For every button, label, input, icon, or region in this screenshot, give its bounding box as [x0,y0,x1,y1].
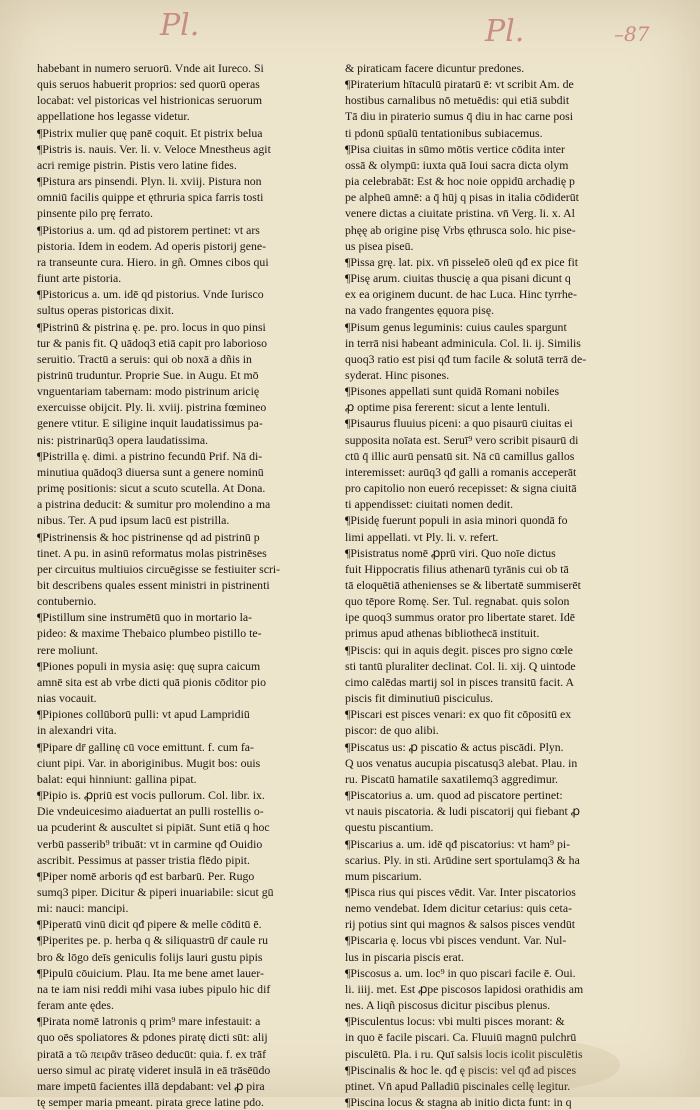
text-line: quo oēs spoliatores & pdones piratę dicti sūt: alij [37,1030,268,1045]
text-line: quo tēpore Romę. Ser. Tul. regnabat. quis solon [345,594,570,609]
text-line: ¶Pistrix mulier quę panē coquit. Et pistrix belua [37,125,263,140]
text-line: tinet. A pu. in asinū reformatus molas pistrinēses [37,545,267,560]
text-line: ipe quoq3 summus orator pro libertate staret. Idē [345,610,575,625]
text-line: primus apud athenas bibliothecā instituit. [345,626,540,641]
text-line: us pisea piseū. [345,238,414,253]
text-line: ¶Piscarius a. um. idē qđ piscatorius: vt ham⁹ pi- [345,836,571,851]
text-line: ¶Piscari est pisces venari: ex quo fit cōpositū ex [345,707,572,722]
text-line: na te iam nisi reddi mihi vasa iubes pipulo hic dif [37,981,271,996]
text-line: pistoria. Idem in eodem. Ad operis pistorij gene- [37,238,267,253]
text-line: feram ante ędes. [37,998,114,1013]
text-line: hostibus carnalibus nō metuēdis: qui etiā subdit [345,93,570,108]
text-line: ¶Piper nomē arboris qđ est barbarū. Per. Rugo [37,868,255,883]
text-line: rij potius sint qui magnos & salsos pisces vendūt [345,917,576,932]
text-line: ¶Piscis: qui in aquis degit. pisces pro signo cœle [345,642,573,657]
text-line: genere vtitur. E siligine inquit laudatissimus pa- [37,416,263,431]
text-line: acri remige pistrin. Pistis vero latine fides. [37,157,237,172]
text-line: limi appellati. vt Ply. li. v. refert. [345,529,499,544]
text-line: ¶Pipiones collūborū pulli: vt apud Lampridiū [37,707,250,722]
text-line: bro & lōgo deīs geniculis folijs lauri gustu pipis [37,949,263,964]
text-line: pinsente pilo prę ferrato. [37,206,153,221]
text-line: in alexandri vita. [37,723,117,738]
text-line: piscis fit diminutiuū pisciculus. [345,691,494,706]
text-line: ptinet. Vn̄ apud Palladiū piscinales cellę legitur. [345,1078,571,1093]
text-line: ¶Pistillum sine instrumētū quo in mortario la- [37,610,253,625]
text-line: sumq3 piper. Dicitur & piperi inuariabile: sicut gū [37,884,274,899]
text-line: exercuisse obijcit. Ply. li. xviij. pistrina fœmineo [37,400,267,415]
text-line: bit describens quales essent ministri in pistrinenti [37,578,270,592]
text-line: ¶Pirata nomē latronis q prim⁹ mare infestauit: a [37,1014,261,1029]
text-line: vt nauis piscatoria. & ludi piscatorij qui fiebant ꝓ [345,804,580,819]
text-line: fuit Hippocratis filius athenarū tyrānis cui ob tā [345,561,569,576]
text-line: ex ea originem ducunt. de hac Luca. Hinc tyrrhe- [345,287,577,302]
text-line: pistrinū truduntur. Proprie Sue. in Augu. Et mō [37,367,259,382]
text-line: venere dictas a ciuitate pristina. vn̄ Verg. li. x. Al [345,206,575,221]
text-line: sultus operas pistoricas dixit. [37,303,174,318]
text-line: piratā a τῶ πειρᾶν trāseo deducūt: quia. f. ex trāf [37,1046,267,1061]
text-line: ¶Pipio is. ꝓpriū est vocis pullorum. Col. libr. ix. [37,788,265,803]
text-line: ti pdonū spūalū tentationibus subiacemus. [345,125,543,140]
right-text-column [345,60,635,1109]
text-line: mi: nauci: mancipi. [37,901,129,916]
text-line: na vado frangentes ęquora pisę. [345,303,495,318]
handwritten-mark-right: Pl. [485,14,525,49]
text-line: ¶Piraterium hītaculū piratarū ē: vt scribit Am. de [345,77,574,92]
text-line: fiunt arte pistoria. [37,271,122,286]
text-line: & piraticam facere dicuntur predones. [345,61,525,75]
text-line: ¶Piscinalis & hoc le. qđ ę piscis: vel qđ ad pisces [345,1062,577,1077]
text-line: pe alpheū amnē: a q̄ hūj q pisas in italia cōdiderūt [345,190,579,205]
text-line: ¶Piscatorius a. um. quod ad piscatore pertinet: [345,788,563,803]
text-line: phęę ab origine pisę Vrbs ęthrusca solo. hic pise- [345,222,576,237]
text-line: ¶Pisones appellati sunt quidā Romani nobiles [345,384,560,399]
text-line: ti appendisset: ciuitati nomen dedit. [345,497,514,512]
text-line: nemo vendebat. Idem dicitur cetarius: quis ceta- [345,901,573,916]
text-line: ¶Pisistratus nomē ꝓprū viri. Quo noīe dictus [345,545,556,560]
text-line: ¶Piscosus a. um. loc⁹ in quo piscari facile ē. Oui. [345,965,576,980]
text-line: scarius. Ply. in sti. Arūdine sert sportulamq3 & ha [345,852,580,867]
text-line: tur & panis fit. Q uādoq3 etiā capit pro laborioso [37,335,267,350]
text-line: ¶Pisę arum. ciuitas thuscię a qua pisani dicunt q [345,271,571,286]
text-line: uerso simul ac piratę videret insulā in eā trāsēūdo [37,1062,271,1077]
text-line: supposita noīata est. Seruī⁹ vero scribit pisaurū di [345,432,579,447]
text-line: ¶Pistrilla ę. dimi. a pistrino fecundū Prif. Nā di- [37,448,263,463]
text-line: ¶Pissa grę. lat. pix. vn̄ pisseleō oleū qđ ex pice fit [345,254,579,269]
text-line: ¶Pisca rius qui pisces vēdit. Var. Inter piscatorios [345,884,576,899]
text-line: nis: pistrinarūq3 opera laudatissima. [37,432,209,447]
text-line: ¶Piscatus us: ꝓ piscatio & actus piscādi. Plyn. [345,739,564,754]
text-line: questu piscantium. [345,820,434,835]
text-line: lus in piscaria piscis erat. [345,949,464,964]
text-line: Q uos venatus aucupia piscatusq3 alebat. Plau. in [345,755,578,770]
text-line: balat: equi hinniunt: gallina pipat. [37,771,197,786]
text-line: ¶Piperatū vinū dicit qđ pipere & melle cōditū ē. [37,917,262,932]
text-line: vnguentariam tabernam: modo pistrinum aricię [37,384,260,399]
text-line: amnē sita est ab vrbe dicti quā pionis cōditor pio [37,674,267,689]
text-line: verbū passerib⁹ tribuāt: vt in carmine qđ Ouidio [37,836,263,851]
text-line: nibus. Ter. A pud ipsum lacū est pistrilla. [37,513,230,528]
text-line: in quo ē facile piscari. Ca. Fluuiū magnū pulchrū [345,1030,577,1045]
text-line: ¶Piscina locus & stagna ab initio dicta funt: in q [345,1095,572,1109]
text-line: ¶Pistorius a. um. qd ad pistorem pertinet: vt ars [37,222,260,237]
text-line: ¶Pistris is. nauis. Ver. li. v. Veloce Mnestheus agit [37,141,271,156]
text-line: Tā diu in piraterio sumus q̄ diu in hac carne posi [345,109,574,124]
text-line: pia celebrabāt: Est & hoc noie oppidū archadię p [345,174,575,189]
text-line: rere moliunt. [37,642,98,657]
text-line: a pistrina deducit: & sumitur pro molendino a ma [37,497,271,512]
left-text-column [37,60,327,1109]
text-line: nes. A liqñ piscosus dicitur piscibus plenus. [345,998,551,1013]
text-line: ¶Pipare dr̄ gallinę cū voce emittunt. f. cum fa- [37,739,254,754]
text-line: nias vocauit. [37,691,97,706]
text-line: primę positionis: sicut a scuto scutella. At Dona. [37,481,266,496]
text-line: ꝓ optime pisa fererent: sicut a lente lentuli. [345,400,551,415]
text-line: ossā & olympū: iuxta quā Ioui sacra dicta olym [345,157,569,172]
text-line: pro capitolio non eueró recepisset: & signa ciuitā [345,481,577,496]
text-line: quis seruos habuerit proprios: sed quorū operas [37,77,260,92]
text-line: ctū q̄ illic aurū pensatū sit. Nā cū camillus gallos [345,448,575,463]
text-line: syderat. Hinc pisones. [345,367,450,382]
text-line: contubernio. [37,594,97,609]
text-line: pideo: & maxime Thebaico plumbeo pistillo te- [37,626,262,641]
text-line: mare impetū facientes illā depdabant: vel ꝓ pira [37,1078,265,1093]
text-line: tę semper maria pmeant. pirata grece latine pdo. [37,1095,264,1109]
text-line: habebant in numero seruorū. Vnde ait Iureco. Si [37,61,264,75]
text-line: quoq3 ratio est pisi qđ tum facile & solutā terrā de- [345,351,587,366]
text-line: interemisset: aurūq3 qđ galli a romanis acceperāt [345,464,577,479]
folio-number: –87 [614,22,650,46]
text-line: piscor: de quo alibi. [345,723,439,738]
text-line: ¶Pistoricus a. um. idē qd pistorius. Vnde Iurisco [37,287,264,302]
text-line: tā eloquētiā athenienses se & libertatē summiserēt [345,578,581,592]
text-line: locabat: vel pistoricas vel histrionicas seruorum [37,93,263,108]
text-line: ¶Pisidę fuerunt populi in asia minori quondā fo [345,513,568,528]
text-line: ¶Piones populi in mysia asię: quę supra caicum [37,658,261,673]
text-line: Die vndeuicesimo aiaduertat an pulli rostellis o- [37,804,264,819]
text-line: ¶Pisculentus locus: vbi multi pisces morant: & [345,1014,565,1029]
text-line: ¶Pistrinensis & hoc pistrinense qd ad pistrinū p [37,529,260,544]
text-line: ciunt pipi. Var. in aboriginibus. Mugit bos: ouis [37,755,261,770]
text-line: minutiua quādoq3 diuersa sunt a genere nominū [37,464,264,479]
text-line: ¶Pipulū cōuicium. Plau. Ita me bene amet lauer- [37,965,264,980]
handwritten-mark-left: Pl. [160,8,200,43]
text-line: ua pcuderint & auscultet si pipiāt. Sunt etiā q hoc [37,820,270,835]
text-line: li. iiij. met. Est ꝓpe piscosos lapidosi orathidis am [345,981,584,996]
text-line: in terrā nisi habeant adminicula. Col. li. ij. Similis [345,335,581,350]
text-line: ¶Pistura ars pinsendi. Plyn. li. xviij. Pistura non [37,174,262,189]
text-line: ¶Pisaurus fluuius piceni: a quo pisaurū ciuitas ei [345,416,573,431]
text-line: appellatione hos legasse videtur. [37,109,190,124]
text-line: ¶Pisa ciuitas in sūmo mōtis vertice cōdita inter [345,141,565,156]
text-line: ¶Pistrinū & pistrina ę. pe. pro. locus in quo pinsi [37,319,266,334]
text-line: ru. Piscatū hamatile saxatilemq3 aggredimur. [345,771,558,786]
paper-stain [460,1040,620,1090]
text-line: sti tantū pluraliter declinat. Col. li. xij. Q uintode [345,658,576,673]
text-line: omniū facilis quippe et ęthruria spica farris tosti [37,190,264,205]
text-line: ra transeunte cura. Hiero. in gñ. Omnes cibos qui [37,254,269,269]
text-line: pisculētū. Pla. i ru. Quī salsis locis icolit pisculētis [345,1046,583,1061]
text-line: per circuitus multiuios circuēgisse se festiuiter scri- [37,561,281,576]
text-line: ¶Piperites pe. p. herba q & siliquastrū dr̄ caule ru [37,933,269,948]
text-line: ¶Piscaria ę. locus vbi pisces vendunt. Var. Nul- [345,933,567,948]
text-line: ascribit. Pessimus at passer tristia flēdo pipit. [37,852,250,867]
text-line: seruitio. Tractū a seruis: qui ob noxā a dñis in [37,351,252,366]
text-line: mum piscarium. [345,868,422,883]
text-line: cimo calēdas martij sol in pisces transitū facit. A [345,674,574,689]
text-line: ¶Pisum genus leguminis: cuius caules spargunt [345,319,567,334]
